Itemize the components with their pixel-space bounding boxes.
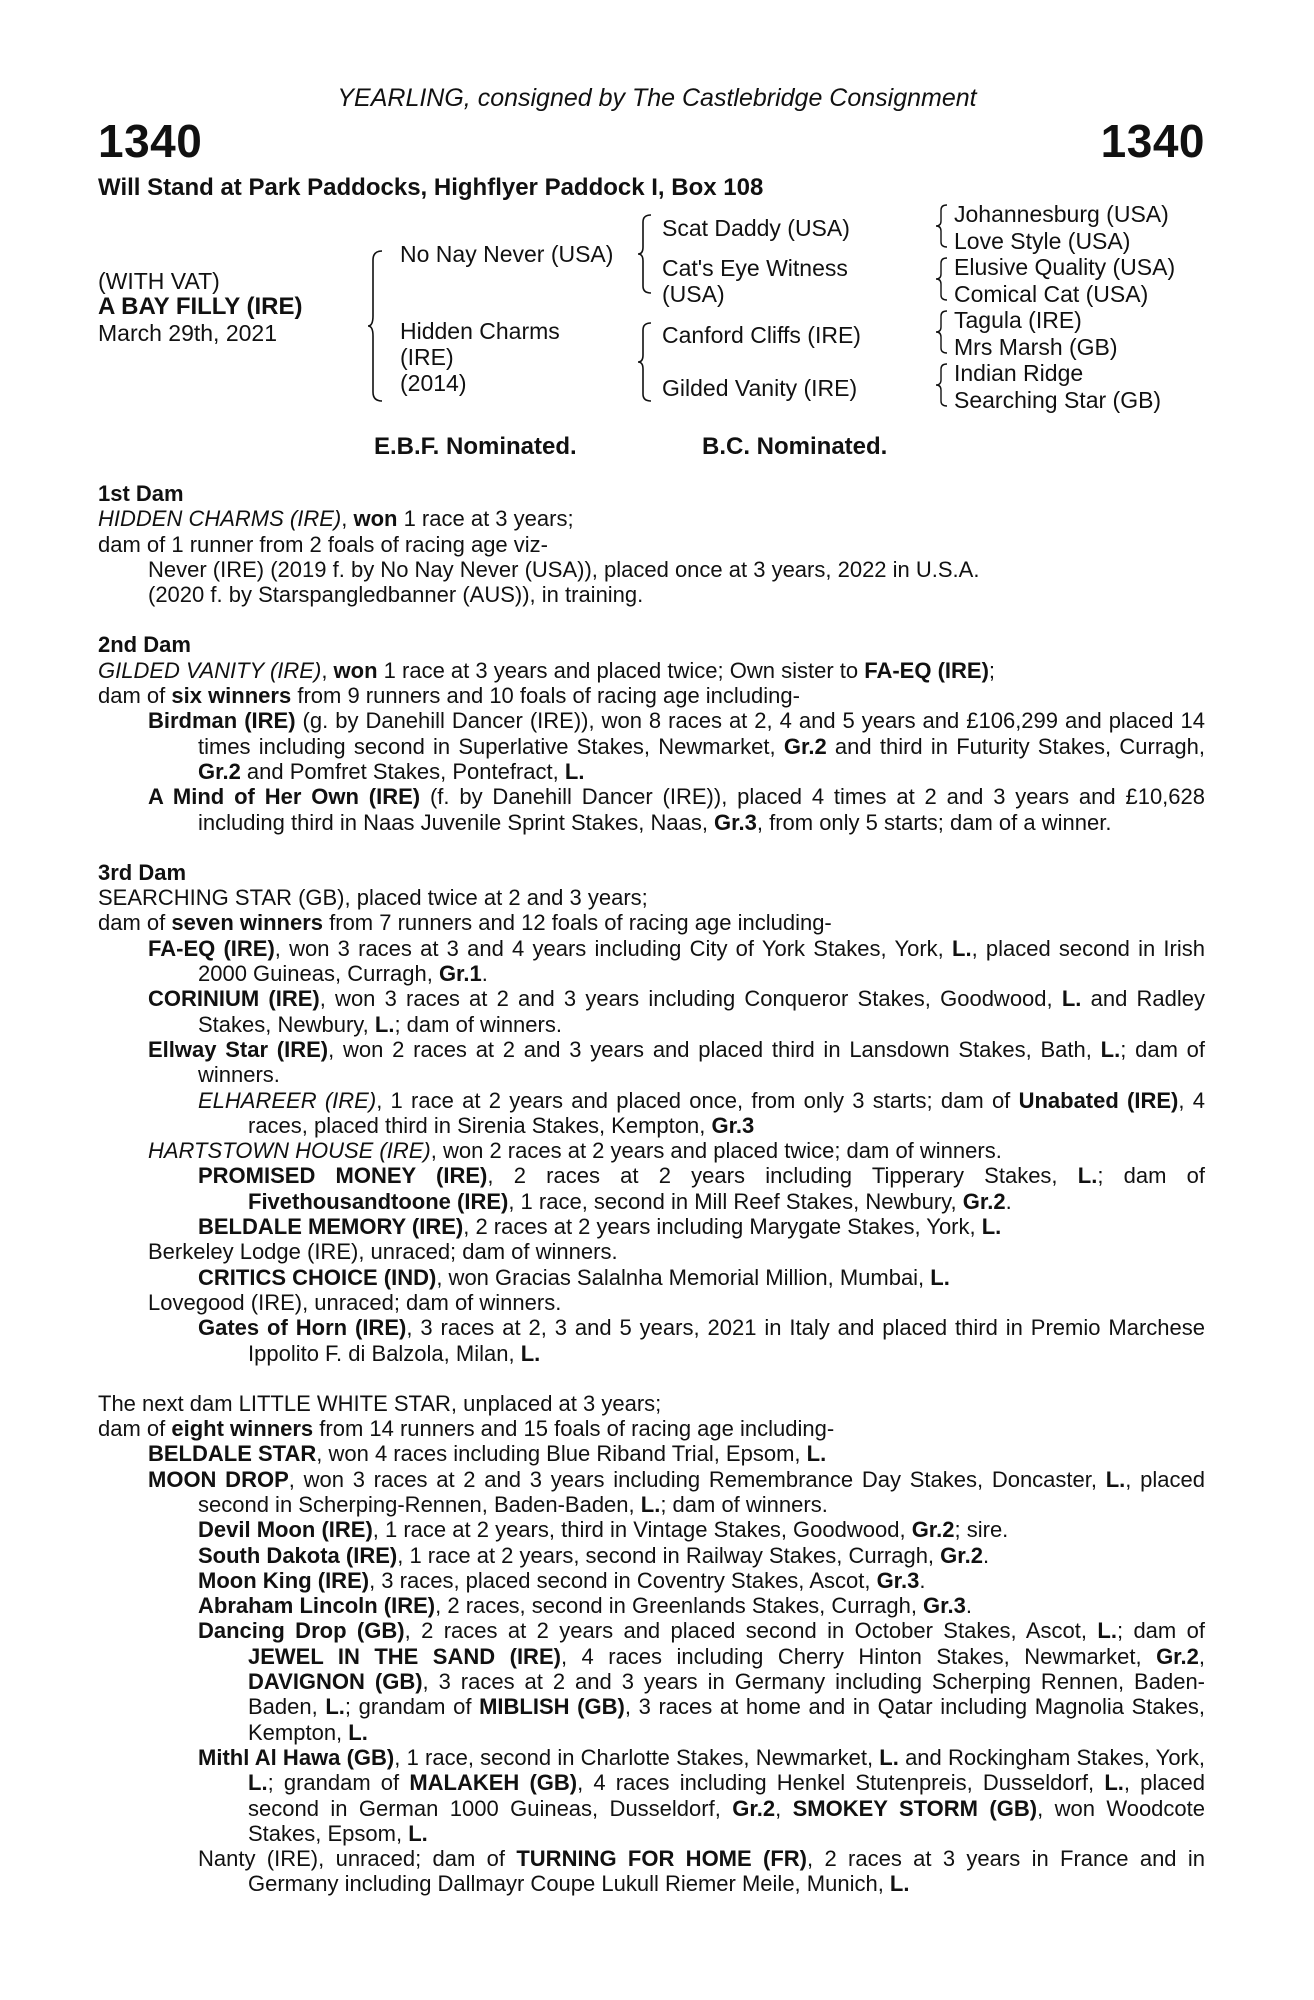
first-dam-section [98,506,1205,607]
entry-text: L. [1100,1036,1121,1062]
entry-text: Ellway Star (IRE) [148,1036,329,1062]
lot-number-left: 1340 [98,115,203,167]
entry-text: . [481,961,488,987]
entry-text: (g. by Danehill Dancer (IRE)), won 8 races at 2, 4 and 5 years and £106,299 and placed 14 times including second in Superlative Stakes, Newmarket, [198,708,1205,759]
entry-text: ; dam of winners. [394,1011,562,1037]
entry-text: L. [952,935,972,961]
grandparent-8: Searching Star (GB) [954,387,1162,413]
entry-text: BELDALE STAR [148,1441,317,1467]
entry-text: , 1 race at 2 years and placed once, from only 3 starts; dam of [376,1087,1019,1113]
entry-text: South Dakota (IRE) [198,1542,398,1568]
entry-text: , 4 races including Henkel Stutenpreis, Dusseldorf, [577,1770,1105,1796]
dam-dam: Gilded Vanity (IRE) [662,375,858,401]
entry-text: Moon King (IRE) [198,1567,370,1593]
sire-sire: Scat Daddy (USA) [662,215,850,241]
entry-text: Gr.2 [962,1188,1006,1214]
entry-text: Fivethousandtoone (IRE) [248,1188,509,1214]
entry-text: , won 3 races at 3 and 4 years including City of York Stakes, York, [274,935,952,961]
dam-line-2: (IRE) [400,344,454,370]
entry-text: L. [930,1264,950,1290]
catalogue-entry [98,1593,1205,1618]
entry-text: Gr.2 [198,758,241,784]
catalogue-entry [98,1441,1205,1466]
catalogue-entry [98,658,1205,683]
catalogue-entry [98,1037,1205,1088]
catalogue-body [98,481,1205,1897]
entry-text: L. [806,1441,827,1467]
entry-text: ; sire. [954,1517,1009,1543]
entry-text: L. [325,1694,345,1720]
second-dam-heading: 2nd Dam [98,632,191,658]
entry-text: ELHAREER (IRE) [198,1087,377,1113]
entry-text: GILDED VANITY (IRE) [98,657,322,683]
entry-text: L. [1097,1618,1117,1644]
entry-text: , [341,506,354,532]
entry-text: , 2 races at 2 years and placed second in October Stakes, Ascot, [404,1618,1098,1644]
entry-text: , won 4 races including Blue Riband Trial, Epsom, [316,1441,807,1467]
catalogue-entry [98,1290,1205,1315]
consignment-line: YEARLING, consigned by The Castlebridge Consignment [337,84,977,112]
entry-text: eight winners [171,1416,314,1442]
entry-text: and Rockingham Stakes, York, [898,1744,1205,1770]
entry-text: CORINIUM (IRE) [148,986,320,1012]
entry-text: from 7 runners and 12 foals of racing age including- [323,910,832,936]
entry-text: Dancing Drop (GB) [198,1618,405,1644]
entry-text: Gr.2 [783,733,827,759]
grandparent-6: Mrs Marsh (GB) [954,334,1118,360]
entry-text: L. [889,1871,910,1897]
entry-text: seven winners [171,910,324,936]
entry-text: Gr.2 [1156,1643,1199,1669]
entry-text: CRITICS CHOICE (IND) [198,1264,437,1290]
catalogue-entry [98,784,1205,835]
entry-text: , won Woodcote Stakes, Epsom, [248,1795,1206,1846]
entry-text: , [321,657,334,683]
entry-text: Gr.3 [714,809,757,835]
entry-text: dam of [98,683,172,709]
entry-text: , 3 races at 2, 3 and 5 years, 2021 in Italy and placed third in Premio Marchese Ippolito F. di Balzola, Milan, [248,1315,1206,1366]
catalogue-entry [98,1239,1205,1264]
entry-text: L. [408,1820,428,1846]
catalogue-entry [98,506,1205,531]
entry-text: ; dam of [1116,1618,1205,1644]
entry-text: , 1 race at 2 years, second in Railway Stakes, Curragh, [397,1542,941,1568]
catalogue-entry [98,708,1205,784]
entry-text: , placed second in German 1000 Guineas, Dusseldorf, [248,1770,1205,1821]
entry-text: SEARCHING STAR (GB), placed twice at 2 and 3 years; [98,885,648,911]
stand-location: Will Stand at Park Paddocks, Highflyer Paddock I, Box 108 [98,174,764,201]
entry-text: L. [1077,1163,1098,1189]
entry-text: L. [1104,1770,1124,1796]
entry-text: DAVIGNON (GB) [248,1669,423,1695]
catalogue-entry [98,532,1205,557]
dam-line-3: (2014) [400,370,467,396]
entry-text: L. [981,1214,1002,1240]
second-dam-section [98,658,1205,835]
catalogue-entry [98,885,1205,910]
catalogue-entry [98,1745,1205,1846]
catalogue-entry [98,1315,1205,1366]
entry-text: dam of 1 runner from 2 foals of racing age viz- [98,531,548,557]
entry-text: Gr.2 [732,1795,776,1821]
entry-text: won [333,657,378,683]
catalogue-entry [98,1138,1205,1163]
grandparent-5: Tagula (IRE) [954,307,1082,333]
entry-text: . [919,1567,926,1593]
pedigree-table [98,200,1238,440]
entry-text: JEWEL IN THE SAND (IRE) [248,1643,561,1669]
third-dam-heading: 3rd Dam [98,859,187,885]
sire: No Nay Never (USA) [400,241,614,267]
ebf-nomination: E.B.F. Nominated. [374,433,577,460]
entry-text: 1 race at 3 years and placed twice; Own sister to [377,657,865,683]
entry-text: , 4 races, placed third in Sirenia Stakes, Kempton, [248,1087,1205,1138]
entry-text: L. [879,1744,899,1770]
entry-text: Gr.2 [940,1542,983,1568]
entry-text: L. [348,1719,368,1745]
entry-text: Gr.3 [923,1593,966,1619]
entry-text: , from only 5 starts; dam of a winner. [756,809,1112,835]
entry-text: from 14 runners and 15 foals of racing age including- [313,1416,835,1442]
entry-text: TURNING FOR HOME (FR) [516,1846,808,1872]
vat-note: (WITH VAT) [98,268,220,294]
entry-text: 1 race at 3 years; [397,506,574,532]
entry-text: MIBLISH (GB) [479,1694,625,1720]
entry-text: MALAKEH (GB) [409,1770,578,1796]
entry-text: Nanty (IRE), unraced; dam of [198,1846,517,1872]
entry-text: Birdman (IRE) [148,708,296,734]
dam-sire: Canford Cliffs (IRE) [662,322,861,348]
entry-text: Berkeley Lodge (IRE), unraced; dam of winners. [148,1239,618,1265]
entry-text: PROMISED MONEY (IRE) [198,1163,488,1189]
brace-sire [638,214,654,294]
entry-text: ; grandam of [344,1694,480,1720]
entry-text: , 3 races at 2 and 3 years in Germany including Scherping Rennen, Baden-Baden, [248,1669,1205,1720]
entry-text: Mithl Al Hawa (GB) [198,1744,395,1770]
entry-text: , won 3 races at 2 and 3 years including Remembrance Day Stakes, Doncaster, [288,1466,1106,1492]
entry-text: , won 2 races at 2 years and placed twice; dam of winners. [430,1138,1002,1164]
entry-text: and third in Futurity Stakes, Curragh, [826,733,1205,759]
entry-text: , won Gracias Salalnha Memorial Million, Mumbai, [436,1264,931,1290]
entry-text: Gr.1 [438,961,482,987]
entry-text: , [775,1795,793,1821]
entry-text: L. [1105,1466,1126,1492]
catalogue-entry [98,1088,1205,1139]
brace-main [368,250,386,402]
entry-text: and Pomfret Stakes, Pontefract, [240,758,565,784]
entry-text: (f. by Danehill Dancer (IRE)), placed 4 times at 2 and 3 years and £10,628 including third in Naas Juvenile Sprint Stakes, Naas, [198,784,1206,835]
entry-text: Unabated (IRE) [1018,1087,1179,1113]
brace-g34 [936,257,950,301]
entry-text: HARTSTOWN HOUSE (IRE) [148,1138,431,1164]
entry-text: . [965,1593,972,1619]
entry-text: , placed second in Scherping-Rennen, Baden-Baden, [198,1466,1205,1517]
catalogue-entry [98,557,1205,582]
brace-g56 [936,310,950,354]
entry-text: , 1 race, second in Mill Reef Stakes, Newbury, [508,1188,963,1214]
brace-g78 [936,363,950,407]
entry-text: (2020 f. by Starspangledbanner (AUS)), in training. [148,582,644,608]
grandparent-3: Elusive Quality (USA) [954,254,1176,280]
entry-text: Devil Moon (IRE) [198,1517,373,1543]
catalogue-entry [98,1265,1205,1290]
catalogue-entry [98,1543,1205,1568]
catalogue-entry [98,1846,1205,1897]
entry-text: from 9 runners and 10 foals of racing age including- [291,683,800,709]
entry-text: The next dam LITTLE WHITE STAR, unplaced at 3 years; [98,1390,662,1416]
catalogue-entry [98,683,1205,708]
catalogue-entry [98,1163,1205,1214]
entry-text: L. [1061,986,1082,1012]
first-dam-heading: 1st Dam [98,481,184,506]
entry-text: A Mind of Her Own (IRE) [148,784,421,810]
entry-text: , won 3 races at 2 and 3 years including Conqueror Stakes, Goodwood, [319,986,1062,1012]
entry-text: , 3 races, placed second in Coventry Stakes, Ascot, [369,1567,877,1593]
entry-text: , 2 races at 3 years in France and in Germany including Dallmayr Coupe Lukull Riemer Meile, Munich, [248,1846,1206,1897]
entry-text: ; dam of winners. [660,1491,828,1517]
catalogue-entry [98,1618,1205,1744]
entry-text: Gr.3 [711,1112,755,1138]
catalogue-entry [98,582,1205,607]
entry-text: Lovegood (IRE), unraced; dam of winners. [148,1289,562,1315]
catalogue-entry [98,1568,1205,1593]
entry-text: , 1 race at 2 years, third in Vintage Stakes, Goodwood, [372,1517,912,1543]
catalogue-entry [98,910,1205,935]
entry-text: . [1005,1188,1012,1214]
entry-text: , 4 races including Cherry Hinton Stakes, Newmarket, [560,1643,1157,1669]
entry-text: HIDDEN CHARMS (IRE) [98,506,342,532]
entry-text: L. [248,1770,268,1796]
entry-text: SMOKEY STORM (GB) [792,1795,1038,1821]
bc-nomination: B.C. Nominated. [702,433,888,460]
grandparent-1: Johannesburg (USA) [954,201,1169,227]
dam-line-1: Hidden Charms [400,318,560,344]
entry-text: FA-EQ (IRE) [148,935,275,961]
horse-name: A BAY FILLY (IRE) [98,293,303,320]
entry-text: L. [564,758,585,784]
entry-text: Gr.3 [876,1567,920,1593]
foaling-date: March 29th, 2021 [98,320,278,346]
entry-text: BELDALE MEMORY (IRE) [198,1214,464,1240]
entry-text: MOON DROP [148,1466,289,1492]
catalogue-entry [98,986,1205,1037]
entry-text: , [1198,1643,1205,1669]
entry-text: Never (IRE) (2019 f. by No Nay Never (USA)), placed once at 3 years, 2022 in U.S.A. [148,556,980,582]
entry-text: six winners [171,683,292,709]
entry-text: L. [374,1011,395,1037]
entry-text: and Radley Stakes, Newbury, [198,986,1205,1037]
catalogue-entry [98,1517,1205,1542]
catalogue-entry [98,936,1205,987]
entry-text: L. [520,1340,541,1366]
entry-text: ; [988,657,996,683]
entry-text: , 2 races, second in Greenlands Stakes, Curragh, [435,1593,924,1619]
third-dam-section [98,885,1205,1366]
entry-text: ; dam of [1097,1163,1205,1189]
grandparent-7: Indian Ridge [954,360,1084,386]
entry-text: ; grandam of [267,1770,410,1796]
entry-text: . [982,1542,990,1568]
catalogue-entry [98,1391,1205,1416]
entry-text: , 3 races at home and in Qatar including Magnolia Stakes, Kempton, [248,1694,1205,1745]
entry-text: FA-EQ (IRE) [864,657,989,683]
entry-text: ; dam of winners. [198,1036,1205,1088]
entry-text: dam of [98,910,172,936]
catalogue-entry [98,1416,1205,1441]
sire-dam-line-2: (USA) [662,281,725,307]
entry-text: won [353,506,398,532]
entry-text: L. [640,1491,661,1517]
grandparent-2: Love Style (USA) [954,228,1131,254]
entry-text: , won 2 races at 2 and 3 years and placed third in Lansdown Stakes, Bath, [328,1036,1101,1062]
entry-text: Abraham Lincoln (IRE) [198,1593,436,1619]
sire-dam-line-1: Cat's Eye Witness [662,255,848,281]
lot-number-right: 1340 [1100,115,1205,167]
entry-text: , 2 races at 2 years including Tipperary Stakes, [487,1163,1078,1189]
grandparent-4: Comical Cat (USA) [954,281,1149,307]
brace-dam [638,322,654,402]
brace-g12 [936,204,950,248]
entry-text: dam of [98,1416,172,1442]
entry-text: , placed second in Irish 2000 Guineas, Curragh, [198,935,1205,987]
catalogue-entry [98,1467,1205,1518]
entry-text: Gates of Horn (IRE) [198,1315,407,1341]
entry-text: , 1 race, second in Charlotte Stakes, Newmarket, [394,1744,880,1770]
entry-text: Gr.2 [911,1517,955,1543]
catalogue-entry [98,1214,1205,1239]
entry-text: , 2 races at 2 years including Marygate Stakes, York, [463,1214,982,1240]
next-dam-section [98,1391,1205,1897]
